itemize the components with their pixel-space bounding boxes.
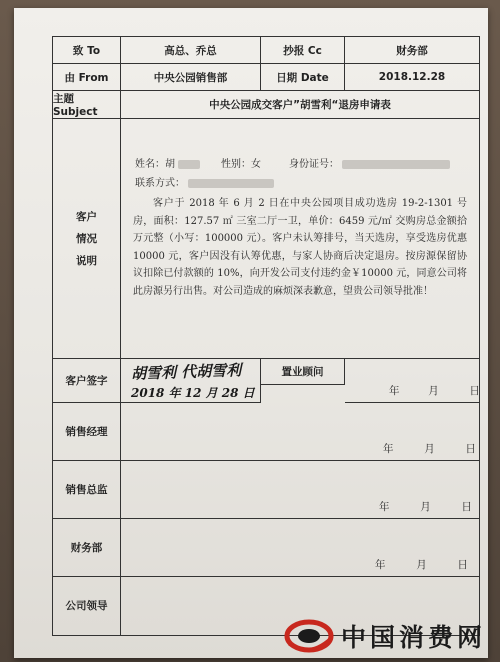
watermark-text: 中国消费网 [340, 623, 486, 652]
redacted-name [178, 160, 200, 169]
customer-info-section-label [53, 119, 121, 359]
cc-value: 财务部 [345, 37, 479, 64]
customer-sign-date: 2018 年 12 月 28 日 [131, 386, 255, 400]
from-label: 由 From [53, 64, 121, 91]
consultant-date [389, 383, 480, 398]
to-value: 高总、乔总 [121, 37, 261, 64]
customer-sign-label: 客户签字 [53, 359, 121, 403]
day-label: 日 [461, 501, 472, 513]
month-label: 月 [420, 501, 431, 513]
customer-signature-cell [121, 359, 261, 403]
name-field [135, 155, 200, 170]
sales-manager-date [383, 441, 476, 456]
redacted-phone [188, 179, 274, 188]
sales-manager-label: 销售经理 [53, 403, 121, 461]
id-label: 身份证号： [289, 159, 339, 170]
section-label-line: 客户 [76, 210, 97, 223]
day-label: 日 [469, 385, 480, 397]
day-label: 日 [465, 443, 476, 455]
section-label-line: 情况 [76, 232, 97, 245]
application-sheet [14, 8, 488, 658]
gender-field: 性别：女 [221, 159, 261, 170]
watermark [283, 618, 486, 654]
month-label: 月 [416, 559, 427, 571]
subject-value: 中央公园成交客户”胡雪利“退房申请表 [121, 91, 479, 119]
id-field [289, 155, 450, 170]
year-label: 年 [389, 385, 400, 397]
sales-director-approval-cell [121, 461, 479, 519]
section-label-line: 说明 [76, 254, 97, 267]
finance-approval-cell [121, 519, 479, 577]
year-label: 年 [379, 501, 390, 513]
year-label: 年 [383, 443, 394, 455]
redacted-id-number [342, 160, 450, 169]
sales-director-label: 销售总监 [53, 461, 121, 519]
finance-date [375, 557, 468, 572]
watermark-logo-icon [283, 618, 335, 654]
finance-dept-label: 财务部 [53, 519, 121, 577]
to-label: 致 To [53, 37, 121, 64]
company-leader-label: 公司领导 [53, 577, 121, 635]
subject-label: 主题 Subject [53, 91, 121, 119]
month-label: 月 [424, 443, 435, 455]
date-value: 2018.12.28 [345, 64, 479, 91]
name-label: 姓名：胡 [135, 159, 175, 170]
year-label: 年 [375, 559, 386, 571]
sales-director-date [379, 499, 472, 514]
consultant-date-cell [345, 359, 479, 403]
month-label: 月 [428, 385, 439, 397]
cc-label: 抄报 Cc [261, 37, 345, 64]
from-value: 中央公园销售部 [121, 64, 261, 91]
day-label: 日 [457, 559, 468, 571]
sales-manager-approval-cell [121, 403, 479, 461]
situation-description: 客户于 2018 年 6 月 2 日在中央公园项目成功选房 19-2-1301 号房，面积：127.57 ㎡ 三室二厅一卫，单价：6459 元/㎡ 交购房总金额拾万元整（小写：100000 元）。客户未认筹排号，当天选房，享受选房优惠 10000 元，客户因没有认筹优惠，与家人协商后决定退房。按房源保留协议扣除已付款额的 10%，向开发公司支付违约金￥10000 元，同意公司将此房源另行出售。对公司造成的麻烦深表歉意，望贵公司领导批准！ [133, 198, 467, 297]
consultant-label: 置业顾问 [261, 359, 345, 385]
contact-field [135, 174, 274, 189]
customer-info-body [121, 119, 479, 359]
refund-application-form [52, 36, 480, 636]
customer-signature: 胡雪利 代胡雪利 [130, 361, 242, 383]
contact-label: 联系方式： [135, 178, 185, 189]
date-label: 日期 Date [261, 64, 345, 91]
